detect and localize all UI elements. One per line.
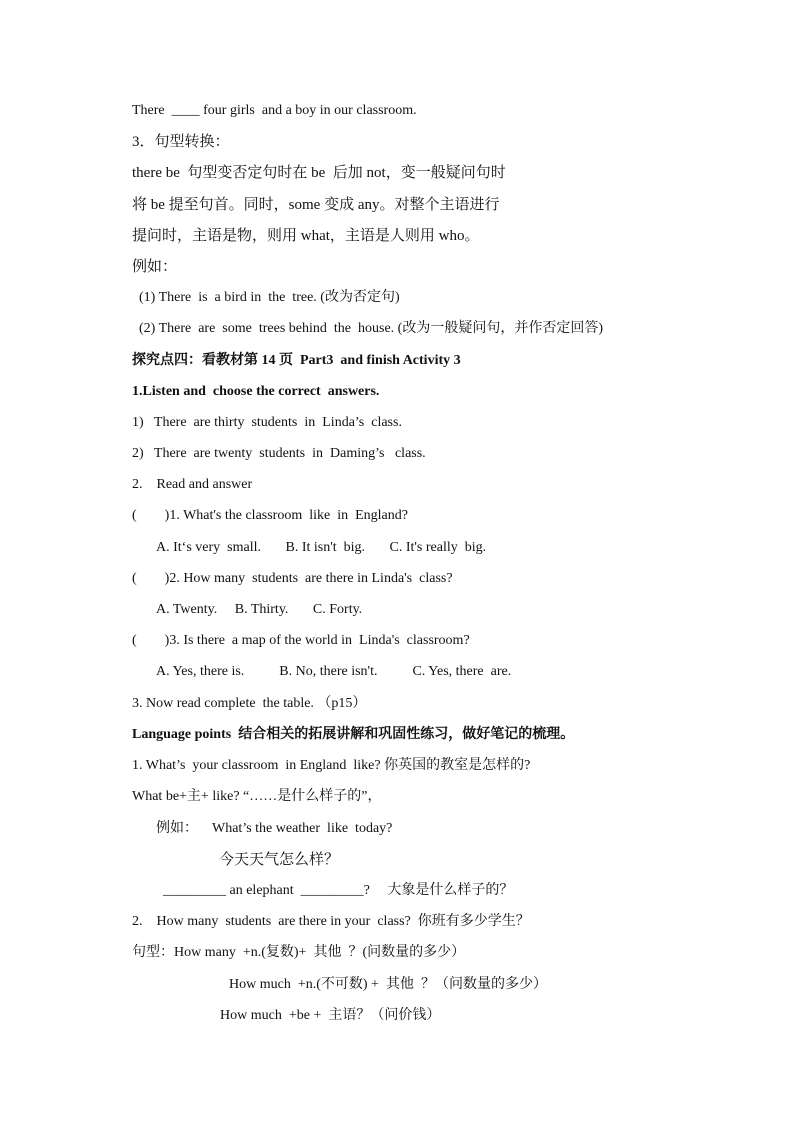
- rule-text-line-2: 将 be 提至句首。同时，some 变成 any。对整个主语进行: [132, 197, 500, 213]
- section-heading-sentence-conversion: 3．句型转换：: [132, 134, 230, 150]
- example-label: 例如：: [132, 259, 178, 275]
- language-point-2: 2. How many students are there in your class? 你班有多少学生？: [132, 914, 530, 929]
- question-2: ( )2. How many students are there in Linda's class?: [132, 571, 453, 586]
- exploration-point-4-heading: 探究点四：看教材第 14 页 Part3 and finish Activity 3: [132, 353, 461, 368]
- listen-choose-heading: 1.Listen and choose the correct answers.: [132, 384, 380, 399]
- language-point-1-exercise: _________ an elephant _________? 大象是什么样子的？: [163, 883, 514, 898]
- read-complete-table: 3. Now read complete the table. （p15）: [132, 696, 367, 711]
- question-1: ( )1. What's the classroom like in England?: [132, 508, 408, 523]
- rule-text-line-3: 提问时，主语是物，则用 what，主语是人则用 who。: [132, 228, 480, 244]
- language-point-1-translation: 今天天气怎么样？: [219, 852, 340, 868]
- rule-text-line-1: there be 句型变否定句时在 be 后加 not，变一般疑问句时: [132, 165, 506, 181]
- language-point-1-pattern: What be+主+ like? “……是什么样子的”，: [132, 789, 382, 804]
- pattern-how-many: 句型：How many +n.(复数)+ 其他 ？(问数量的多少）: [132, 945, 466, 960]
- question-3-options: A. Yes, there is. B. No, there isn't. C. Yes, there are.: [156, 664, 512, 679]
- read-answer-heading: 2. Read and answer: [132, 477, 253, 492]
- example-item-1: (1) There is a bird in the tree. (改为否定句): [139, 290, 400, 305]
- listen-item-1: 1) There are thirty students in Linda’s class.: [132, 415, 402, 430]
- question-3: ( )3. Is there a map of the world in Linda's classroom?: [132, 633, 470, 648]
- language-points-heading: Language points 结合相关的拓展讲解和巩固性练习，做好笔记的梳理。: [132, 727, 575, 742]
- example-item-2: (2) There are some trees behind the house. (改为一般疑问句，并作否定回答): [139, 321, 603, 336]
- listen-item-2: 2) There are twenty students in Daming’s class.: [132, 446, 426, 461]
- fill-blank-sentence: There ____ four girls and a boy in our classroom.: [132, 103, 417, 118]
- language-point-1-example: 例如： What’s the weather like today?: [156, 821, 393, 836]
- pattern-how-much-uncountable: How much +n.(不可数) + 其他 ？（问数量的多少）: [229, 977, 547, 992]
- question-1-options: A. It‘s very small. B. It isn't big. C. It's really big.: [156, 540, 487, 555]
- pattern-how-much-price: How much +be + 主语？（问价钱）: [220, 1008, 441, 1023]
- language-point-1: 1. What’s your classroom in England like? 你英国的教室是怎样的?: [132, 758, 531, 773]
- question-2-options: A. Twenty. B. Thirty. C. Forty.: [156, 602, 363, 617]
